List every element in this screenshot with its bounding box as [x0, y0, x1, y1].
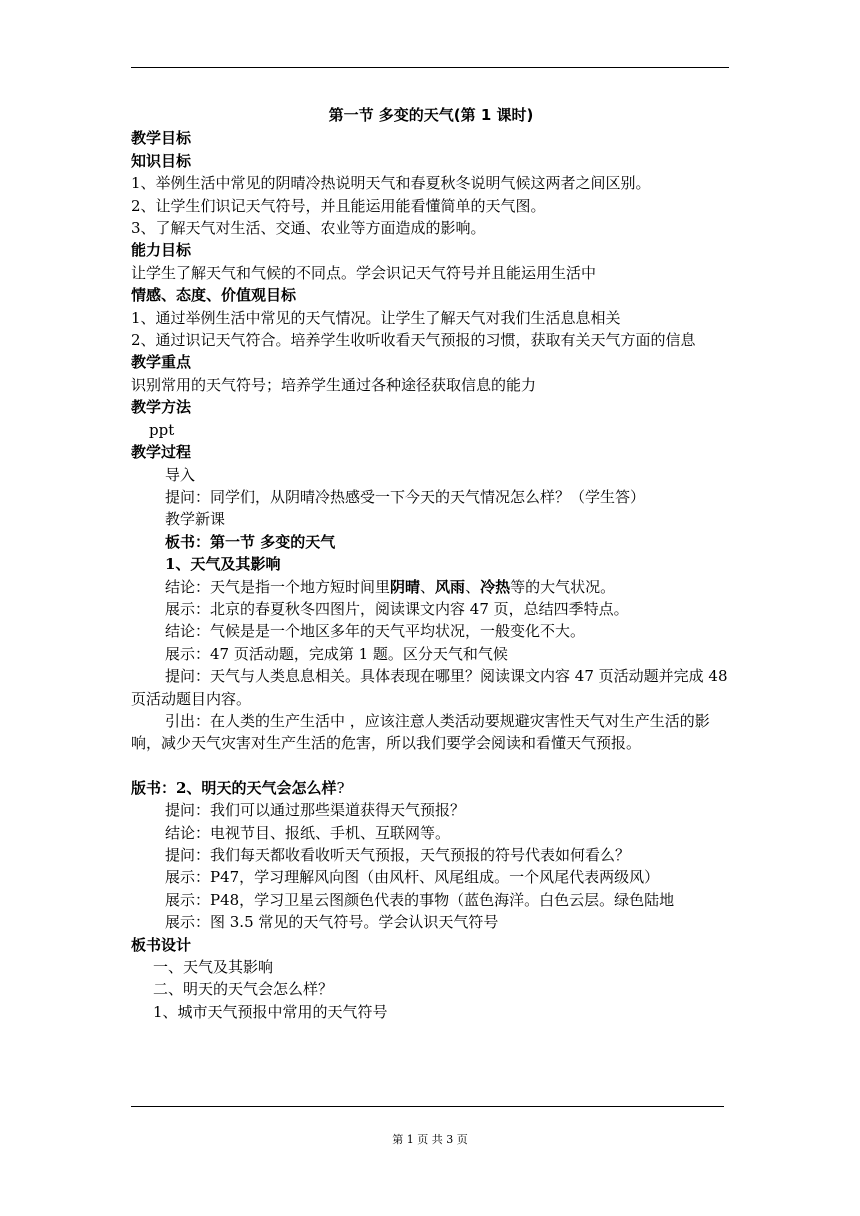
- knowledge-heading: 知识目标: [131, 151, 192, 170]
- board-design-item: 1、城市天气预报中常用的天气符号: [153, 1002, 388, 1021]
- show-line: 展示：图 3.5 常见的天气符号。学会认识天气符号: [165, 913, 499, 932]
- separator: 、: [420, 577, 436, 596]
- question-line: 提问：我们可以通过那些渠道获得天气预报？: [165, 801, 466, 820]
- document-title: 第一节 多变的天气(第 1 课时): [328, 106, 534, 124]
- page-number: 第 1 页 共 3 页: [392, 1133, 468, 1146]
- method-text: ppt: [149, 420, 175, 439]
- board-design-item: 二、明天的天气会怎么样？: [153, 980, 334, 999]
- question-paragraph: 提问：天气与人类息息相关。具体表现在哪里？阅读课文内容 47 页活动题并完成 48 页活动题目内容。: [131, 667, 728, 708]
- question-line: 提问：同学们，从阴晴冷热感受一下今天的天气情况怎么样？（学生答）: [165, 487, 646, 506]
- document-body: [131, 104, 731, 1023]
- focus-heading: 教学重点: [131, 353, 192, 372]
- keyword-cold-hot: 冷热: [480, 577, 511, 596]
- focus-text: 识别常用的天气符号；培养学生通过各种途径获取信息的能力: [131, 375, 537, 394]
- conclusion-line: 结论：电视节目、报纸、手机、互联网等。: [165, 823, 451, 842]
- objectives-heading: 教学目标: [131, 129, 192, 148]
- conclusion-line: [131, 576, 731, 598]
- header-rule: [131, 67, 729, 68]
- conclusion-line: 结论：气候是是一个地区多年的天气平均状况，一般变化不大。: [165, 622, 586, 641]
- show-line: 展示：北京的春夏秋冬四图片，阅读课文内容 47 页，总结四季特点。: [165, 599, 629, 618]
- keyword-sunny-cloudy: 阴晴: [390, 577, 421, 596]
- new-lesson-label: 教学新课: [165, 510, 226, 529]
- intro-label: 导入: [165, 465, 196, 484]
- ability-text: 让学生了解天气和气候的不同点。学会识记天气符号并且能运用生活中: [131, 263, 597, 282]
- footer-rule: [131, 1106, 724, 1107]
- knowledge-item: 2、让学生们识记天气符号，并且能运用能看懂简单的天气图。: [131, 196, 546, 215]
- question-line: 提问：我们每天都收看收听天气预报，天气预报的符号代表如何看么？: [165, 846, 631, 864]
- emotion-item: 2、通过识记天气符合。培养学生收听收看天气预报的习惯，获取有关天气方面的信息: [131, 331, 696, 350]
- board-subtitle-mark: ?: [336, 778, 345, 797]
- lead-paragraph: 引出：在人类的生产生活中 ，应该注意人类活动要规避灾害性天气对生产生活的影响，减少天气灾害对生产生活的危害，所以我们要学会阅读和看懂天气预报。: [131, 711, 710, 753]
- board-design-heading: 板书设计: [131, 935, 192, 954]
- conclusion-prefix: 结论：天气是指一个地方短时间里: [165, 577, 391, 596]
- section-heading: 1、天气及其影响: [165, 555, 281, 574]
- board-subtitle: [131, 777, 731, 799]
- board-subtitle-bold: 版书：2、明天的天气会怎么样: [131, 778, 337, 797]
- board-title: 板书：第一节 多变的天气: [165, 532, 336, 551]
- board-design-item: 一、天气及其影响: [153, 958, 274, 977]
- spacer: [131, 755, 731, 777]
- separator: 、: [465, 577, 481, 596]
- emotion-heading: 情感、态度、价值观目标: [131, 286, 297, 305]
- show-paragraph: 展示：P48，学习卫星云图颜色代表的事物（蓝色海洋。白色云层。绿色陆地: [165, 890, 675, 909]
- process-heading: 教学过程: [131, 443, 192, 462]
- keyword-wind-rain: 风雨: [435, 577, 466, 596]
- show-line: 展示：47 页活动题，完成第 1 题。区分天气和气候: [165, 644, 508, 663]
- method-heading: 教学方法: [131, 398, 192, 417]
- ability-heading: 能力目标: [131, 241, 192, 260]
- knowledge-item: 3、了解天气对生活、交通、农业等方面造成的影响。: [131, 219, 486, 238]
- emotion-item: 1、通过举例生活中常见的天气情况。让学生了解天气对我们生活息息相关: [131, 308, 621, 327]
- show-line: 展示：P47，学习理解风向图（由风杆、风尾组成。一个风尾代表两级风）: [165, 868, 660, 887]
- knowledge-item: 1、举例生活中常见的阴晴冷热说明天气和春夏秋冬说明气候这两者之间区别。: [131, 174, 651, 193]
- conclusion-suffix: 等的大气状况。: [510, 577, 616, 596]
